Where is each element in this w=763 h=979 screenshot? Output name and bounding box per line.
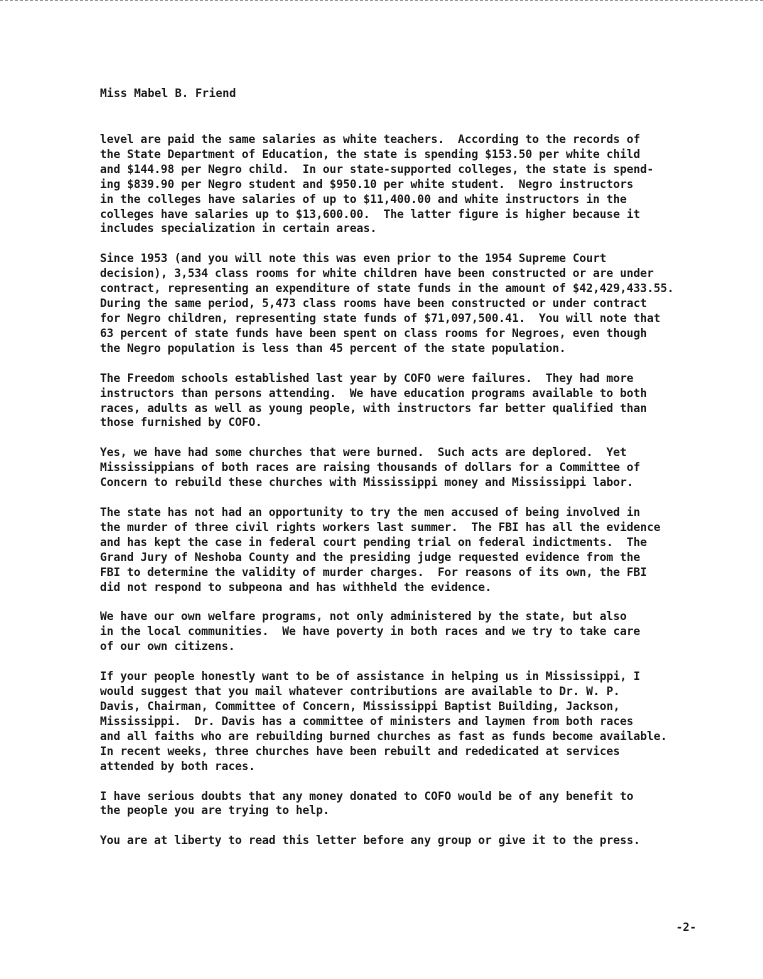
text-line: includes specialization in certain areas. bbox=[100, 222, 377, 236]
text-line: contract, representing an expenditure of state funds in the amount of $42,429,433.55. bbox=[100, 282, 674, 296]
text-line: The state has not had an opportunity to try the men accused of being involved in bbox=[100, 506, 641, 520]
letter-paragraph bbox=[100, 834, 750, 849]
page-number: -2- bbox=[676, 921, 697, 934]
text-line: did not respond to subpeona and has withheld the evidence. bbox=[100, 580, 492, 594]
text-line: would suggest that you mail whatever contributions are available to Dr. W. P. bbox=[100, 685, 620, 699]
text-line: 63 percent of state funds have been spent on class rooms for Negroes, even though bbox=[100, 326, 647, 340]
text-line: In recent weeks, three churches have been rebuilt and rededicated at services bbox=[100, 744, 620, 758]
letter-paragraph bbox=[100, 610, 750, 655]
text-line: races, adults as well as young people, with instructors far better qualified than bbox=[100, 401, 647, 415]
text-line: for Negro children, representing state funds of $71,097,500.41. You will note that bbox=[100, 311, 661, 325]
text-line: You are at liberty to read this letter before any group or give it to the press. bbox=[100, 834, 641, 848]
letter-paragraph bbox=[100, 670, 750, 774]
text-line: the State Department of Education, the state is spending $153.50 per white child bbox=[100, 147, 641, 161]
text-line: Yes, we have had some churches that were burned. Such acts are deplored. Yet bbox=[100, 446, 627, 460]
text-line: the murder of three civil rights workers last summer. The FBI has all the evidence bbox=[100, 520, 661, 534]
text-line: During the same period, 5,473 class rooms have been constructed or under contract bbox=[100, 297, 647, 311]
recipient-name: Miss Mabel B. Friend bbox=[100, 87, 237, 100]
text-line: and $144.98 per Negro child. In our state-supported colleges, the state is spend- bbox=[100, 162, 654, 176]
text-line: The Freedom schools established last year by COFO were failures. They had more bbox=[100, 371, 634, 385]
text-line: level are paid the same salaries as white teachers. According to the records of bbox=[100, 133, 641, 146]
text-line: Mississippi. Dr. Davis has a committee of ministers and laymen from both races bbox=[100, 714, 634, 728]
letter-body bbox=[100, 133, 750, 864]
text-line: the Negro population is less than 45 percent of the state population. bbox=[100, 341, 566, 355]
text-line: in the colleges have salaries of up to $11,400.00 and white instructors in the bbox=[100, 192, 627, 206]
text-line: in the local communities. We have poverty in both races and we try to take care bbox=[100, 625, 641, 639]
text-line: attended by both races. bbox=[100, 759, 256, 773]
text-line: ing $839.90 per Negro student and $950.10 per white student. Negro instructors bbox=[100, 177, 634, 191]
text-line: Davis, Chairman, Committee of Concern, Mississippi Baptist Building, Jackson, bbox=[100, 700, 620, 713]
text-line: Concern to rebuild these churches with Mississippi money and Mississippi labor. bbox=[100, 476, 634, 490]
page-top-edge bbox=[0, 0, 763, 1]
text-line: I have serious doubts that any money donated to COFO would be of any benefit to bbox=[100, 789, 634, 803]
text-line: Grand Jury of Neshoba County and the presiding judge requested evidence from the bbox=[100, 550, 641, 564]
text-line: Mississippians of both races are raising thousands of dollars for a Committee of bbox=[100, 461, 641, 475]
text-line: those furnished by COFO. bbox=[100, 416, 263, 430]
letter-paragraph bbox=[100, 372, 750, 432]
text-line: decision), 3,534 class rooms for white children have been constructed or are under bbox=[100, 267, 654, 281]
letter-paragraph bbox=[100, 446, 750, 491]
text-line: colleges have salaries up to $13,600.00. The latter figure is higher because it bbox=[100, 207, 641, 221]
letter-paragraph bbox=[100, 252, 750, 356]
letter-paragraph bbox=[100, 790, 750, 820]
letter-paragraph bbox=[100, 506, 750, 595]
text-line: the people you are trying to help. bbox=[100, 804, 330, 818]
text-line: of our own citizens. bbox=[100, 640, 236, 654]
text-line: FBI to determine the validity of murder charges. For reasons of its own, the FBI bbox=[100, 565, 647, 579]
text-line: and all faiths who are rebuilding burned churches as fast as funds become available. bbox=[100, 729, 668, 743]
letter-paragraph bbox=[100, 133, 750, 237]
text-line: instructors than persons attending. We have education programs available to both bbox=[100, 386, 647, 400]
text-line: We have our own welfare programs, not only administered by the state, but also bbox=[100, 610, 627, 624]
text-line: and has kept the case in federal court pending trial on federal indictments. The bbox=[100, 535, 647, 549]
text-line: Since 1953 (and you will note this was even prior to the 1954 Supreme Court bbox=[100, 252, 607, 266]
text-line: If your people honestly want to be of assistance in helping us in Mississippi, I bbox=[100, 670, 641, 684]
